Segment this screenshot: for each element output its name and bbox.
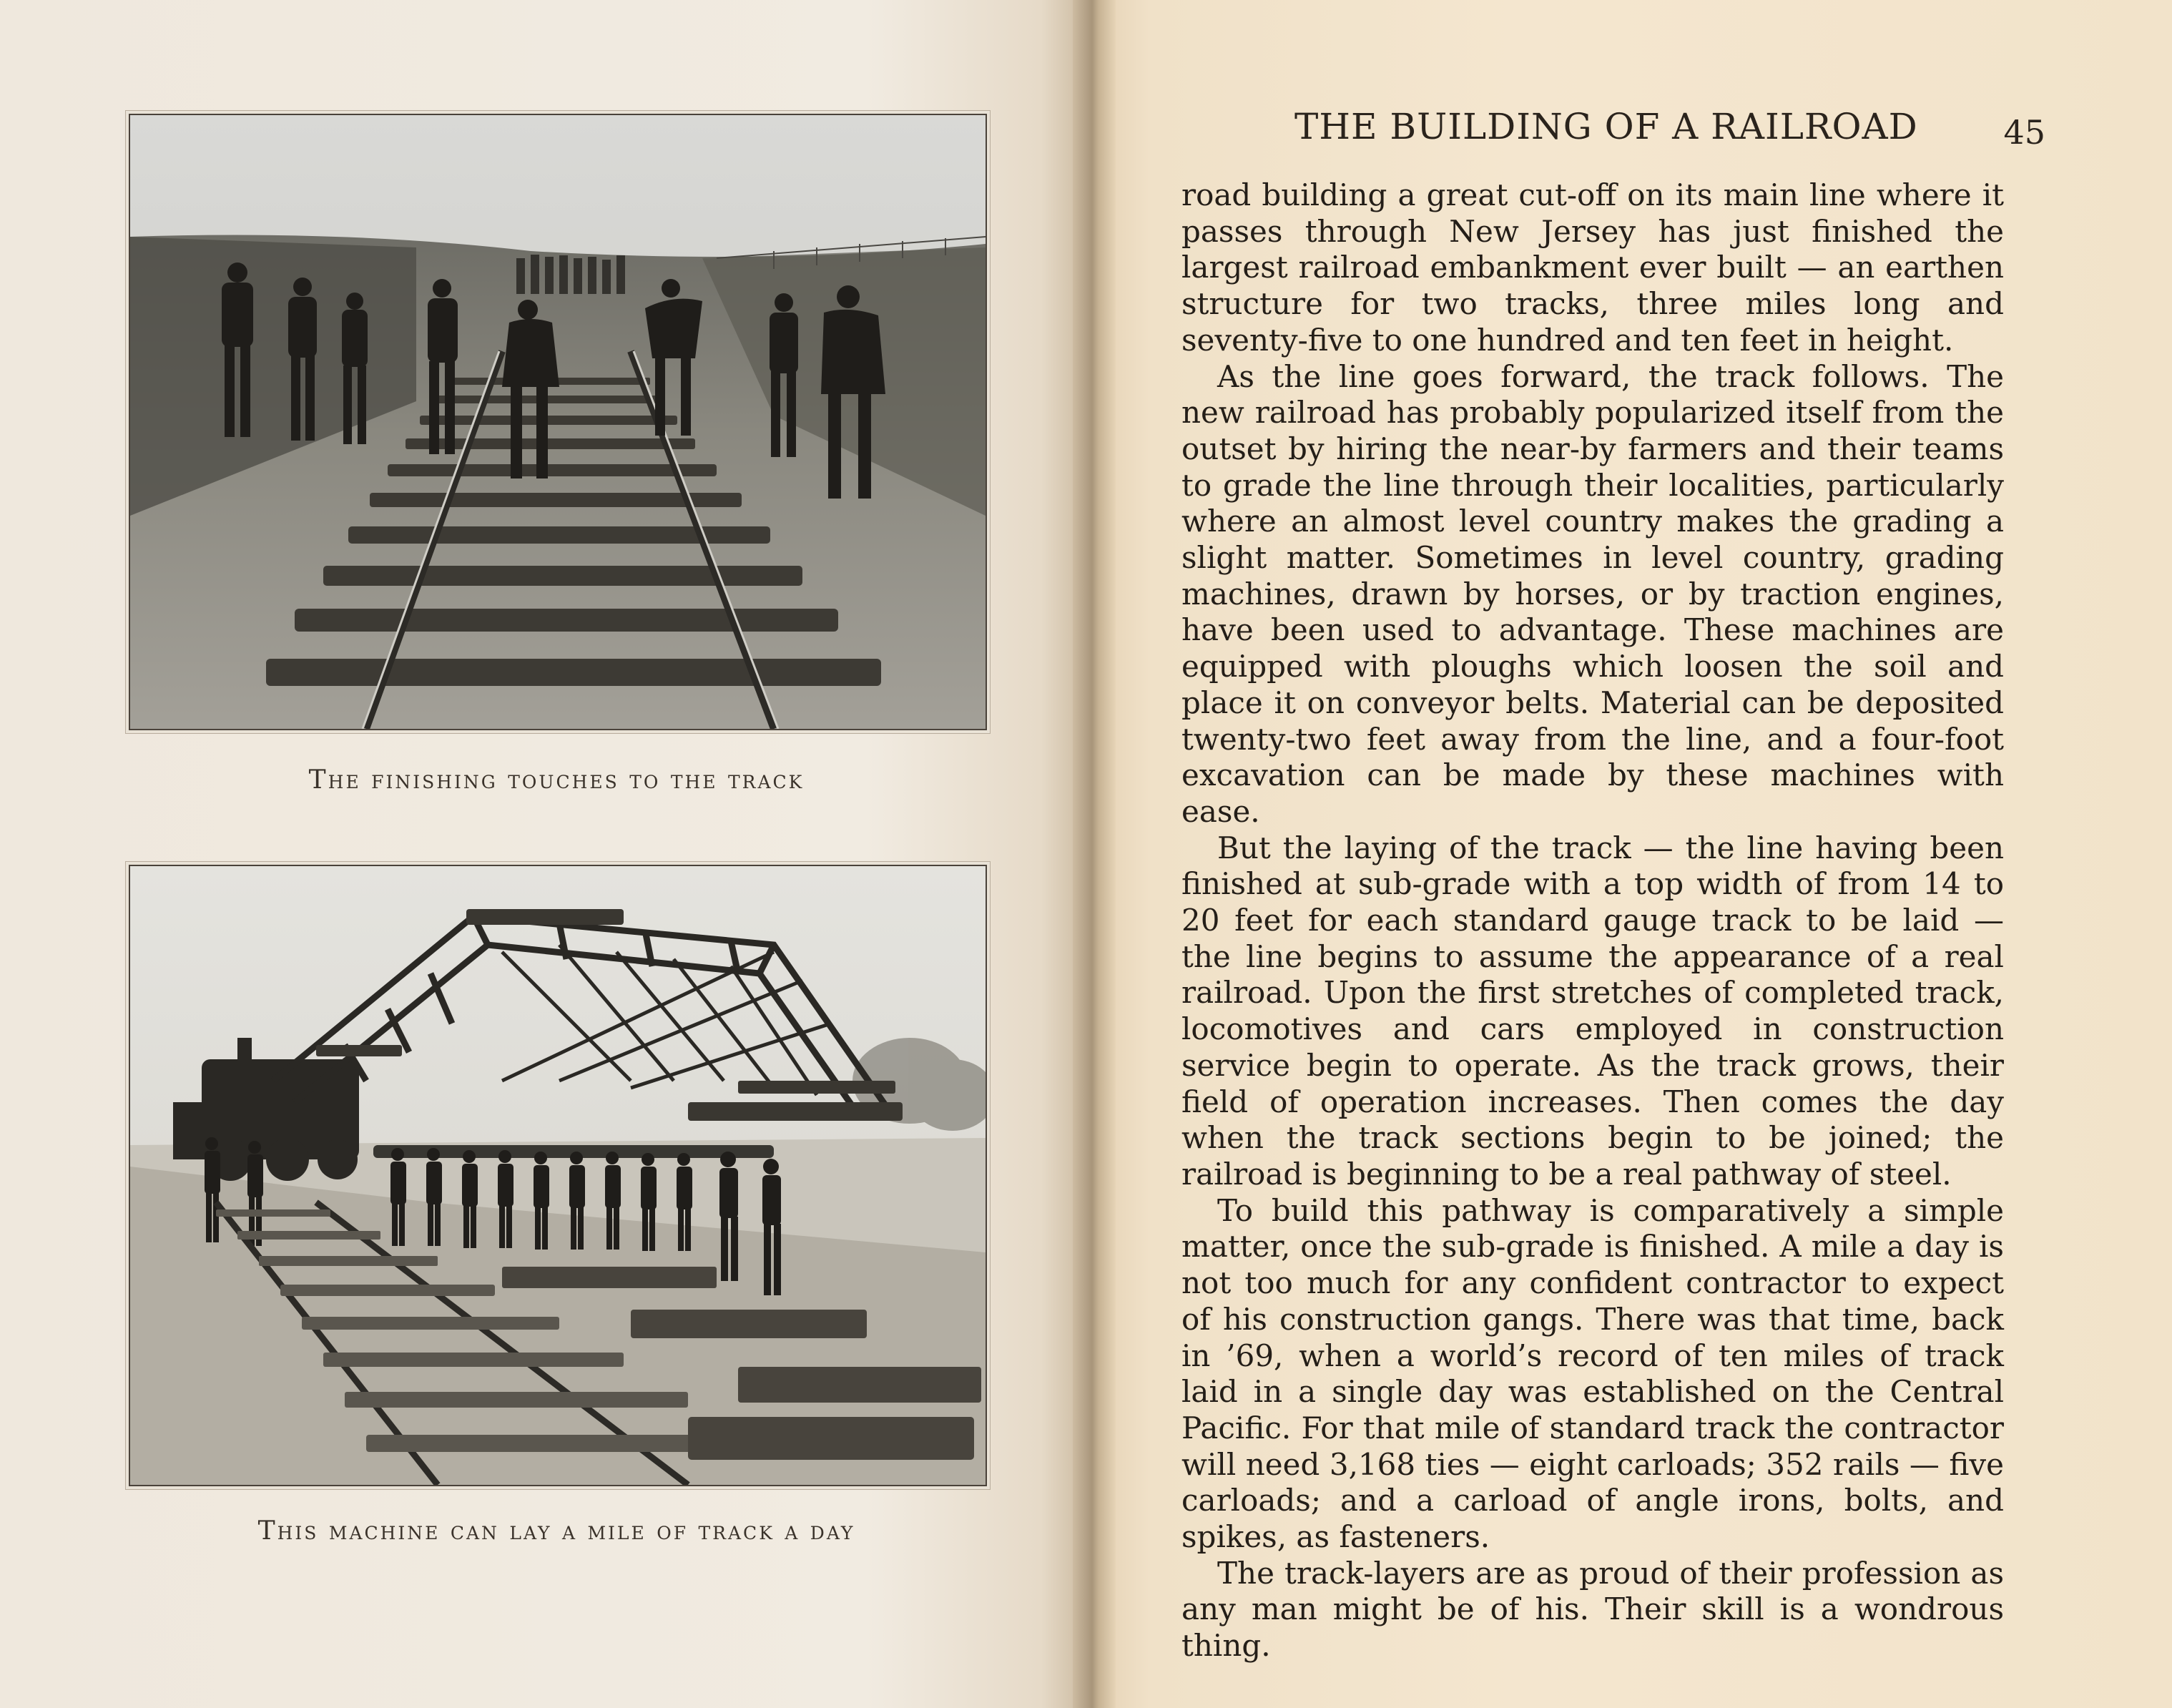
paragraph: But the laying of the track — the line having been finished at sub-grade with a top width of from 14 to 20 feet for each standard gauge track to be laid — the line begins to assume the appearance of a real railroad. Upon the first stretches of completed track, locomotives and cars employed in construction service begin to operate. As the track grows, their field of operation increases. Then comes the day when the track sections begin to be joined; the railroad is beginning to be a real pathway of steel. — [1181, 830, 2004, 1192]
paragraph: road building a great cut-off on its main line where it passes through New Jersey has just finished the largest railroad embankment ever built — an earthen structure for two tracks, three miles long and seventy-five to one hundred and ten feet in height. — [1181, 177, 2004, 358]
photo-track-laying-machine — [129, 865, 987, 1486]
plate-caption: This machine can lay a mile of track a day — [257, 1516, 855, 1546]
paragraph: As the line goes forward, the track follows. The new railroad has probably popularized itself from the outset by hiring the near-by farmers and their teams to grade the line through their localities, particularly where an almost level country makes the grading a slight matter. Sometimes in level country, grading machines, drawn by horses, or by traction engines, have been used to advantage. These machines are equipped with ploughs which loosen the soil and place it on conveyor belts. Material can be deposited twenty-two feet away from the line, and a four-foot excavation can be made by these machines with ease. — [1181, 358, 2004, 829]
plate-caption: The finishing touches to the track — [308, 765, 805, 795]
book-gutter — [1073, 0, 1116, 1708]
photo-track-laying-machine-drawing — [130, 866, 986, 1485]
page-number: 45 — [2003, 113, 2045, 152]
body-text — [1181, 177, 2004, 1664]
paragraph: To build this pathway is comparatively a simple matter, once the sub-grade is finished. A mile a day is not too much for any confident contractor to expect of his construction gangs. There was that time, back in ’69, when a world’s record of ten miles of track laid in a single day was established on the Central Pacific. For that mile of standard track the contractor will need 3,168 ties — eight carloads; 352 rails — five carloads; and a carload of angle irons, bolts, and spikes, as fasteners. — [1181, 1192, 2004, 1555]
photo-finishing-touches-drawing — [130, 115, 986, 729]
paragraph: The track-layers are as proud of their profession as any man might be of his. Their skill is a wondrous thing. — [1181, 1555, 2004, 1664]
photo-finishing-touches — [129, 114, 987, 730]
running-head-title: THE BUILDING OF A RAILROAD — [1294, 106, 1918, 147]
